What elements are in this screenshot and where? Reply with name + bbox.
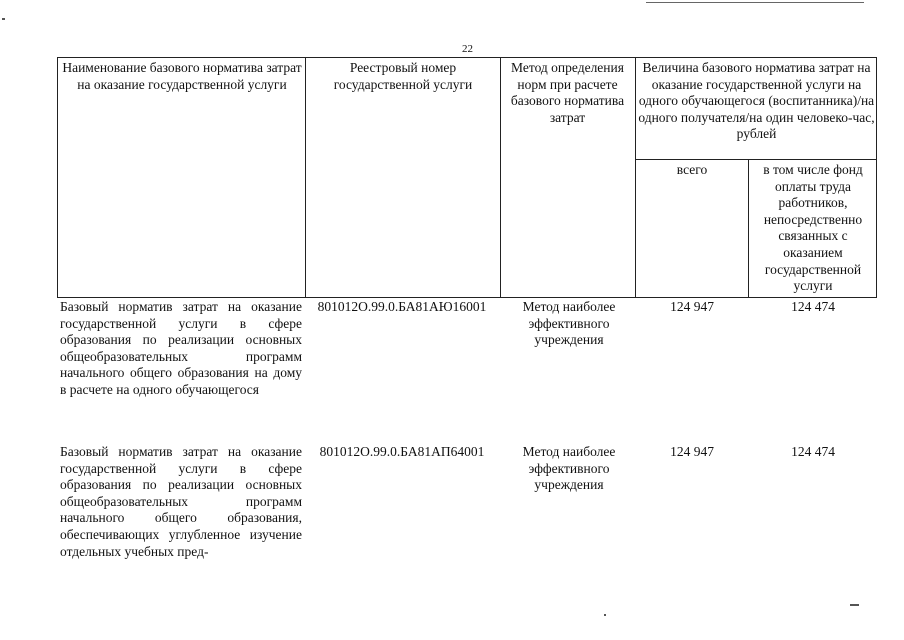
row-service-name: Базовый норматив затрат на оказание государственной услуги в сфере образования по реализации основных общеобразовательных программ начального общего образования на дому в расчете на одного обучающегося (60, 299, 302, 397)
subheader-divider (635, 159, 877, 160)
row-total: 124 947 (670, 444, 714, 459)
row-service-name: Базовый норматив затрат на оказание государственной услуги в сфере образования по реализации основных общеобразовательных программ начального общего образования, обеспечивающих углубленное изучение отдельных учебных пред- (60, 444, 302, 559)
header-total: всего (676, 162, 708, 177)
row-method: Метод наиболее эффективного учреждения (522, 444, 616, 493)
scan-speck (604, 614, 606, 616)
table-border-top (57, 57, 877, 58)
row-method: Метод наиболее эффективного учреждения (522, 299, 616, 348)
column-divider (748, 159, 749, 298)
table-border-right (876, 57, 877, 298)
scan-edge-line (646, 2, 864, 3)
column-divider (305, 57, 306, 298)
header-registry-number: Реестровый номер государственной услуги (333, 60, 473, 92)
scan-speck (850, 604, 859, 606)
scan-speck (2, 18, 5, 20)
row-registry-number: 801012О.99.0.БА81АП64001 (319, 444, 485, 459)
header-service-name: Наименование базового норматива затрат на оказание государственной услуги (62, 60, 302, 92)
row-wage-fund: 124 474 (791, 299, 835, 314)
page-number: 22 (462, 43, 473, 55)
header-border-bottom (57, 297, 877, 298)
table-border-left (57, 57, 58, 298)
row-total: 124 947 (670, 299, 714, 314)
column-divider (500, 57, 501, 298)
header-norm-value: Величина базового норматива затрат на оказание государственной услуги на одного обучающегося (воспитанника)/на одного получателя/на один человеко-час, рублей (638, 60, 875, 142)
header-wage-fund: в том числе фонд оплаты труда работников, непосредственно связанных с оказанием государственной услуги (763, 162, 863, 294)
column-divider (635, 57, 636, 298)
row-wage-fund: 124 474 (791, 444, 835, 459)
header-method: Метод определения норм при расчете базового норматива затрат (510, 60, 625, 125)
row-registry-number: 801012О.99.0.БА81АЮ16001 (317, 299, 487, 314)
